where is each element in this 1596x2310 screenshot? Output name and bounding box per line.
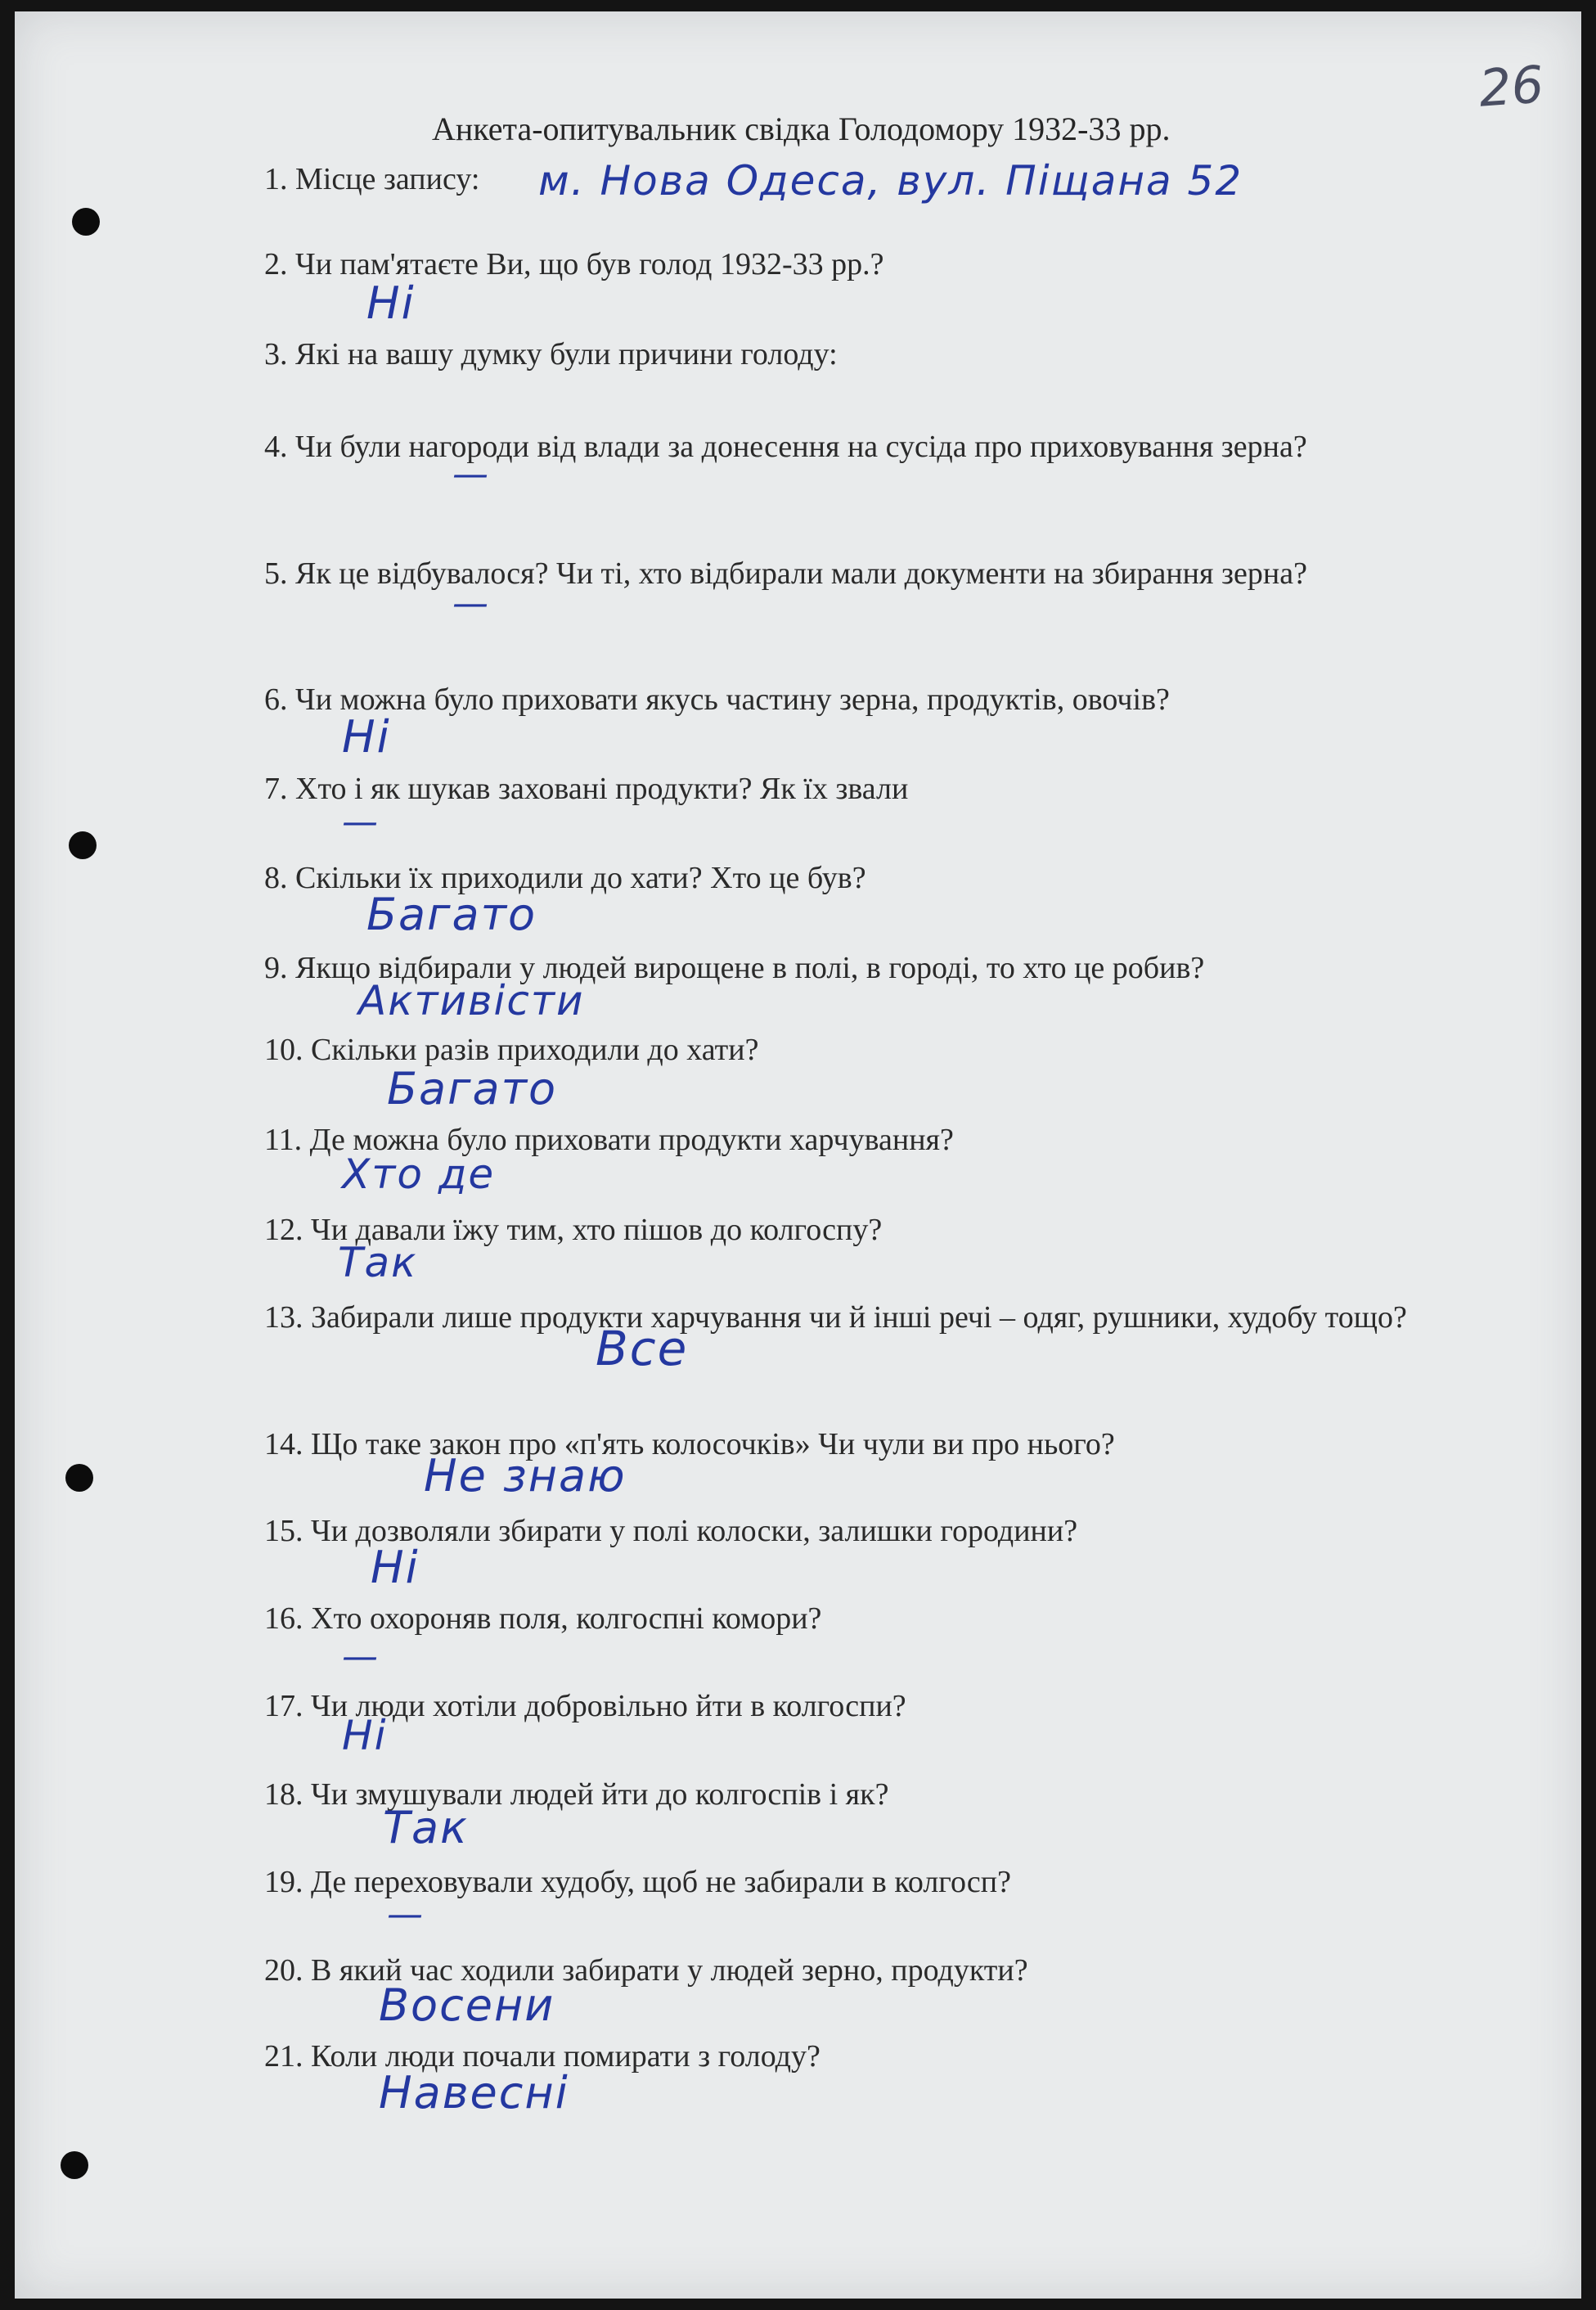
page-number: 26 xyxy=(1477,54,1546,119)
question-number: 3. xyxy=(264,337,288,371)
punch-hole xyxy=(69,831,97,859)
question-text: Чи люди хотіли добровільно йти в колгоспи? xyxy=(311,1689,906,1723)
question-number: 16. xyxy=(264,1601,303,1636)
question-3 xyxy=(264,331,1450,378)
question-number: 15. xyxy=(264,1514,303,1548)
question-12 xyxy=(264,1206,1450,1254)
question-text: Які на вашу думку були причини голоду: xyxy=(295,337,838,371)
question-number: 9. xyxy=(264,951,288,985)
question-number: 10. xyxy=(264,1033,303,1067)
question-number: 1. xyxy=(264,162,288,196)
answer-11: Хто де xyxy=(342,1150,496,1198)
answer-16: — xyxy=(342,1636,380,1677)
question-4 xyxy=(264,423,1450,471)
punch-hole xyxy=(65,1464,93,1492)
answer-7: — xyxy=(342,801,380,843)
answer-20: Восени xyxy=(379,1979,555,2031)
question-number: 21. xyxy=(264,2039,303,2074)
punch-hole xyxy=(61,2151,88,2179)
question-number: 19. xyxy=(264,1865,303,1899)
question-text: Забирали лише продукти харчування чи й інші речі – одяг, рушники, худобу тощо? xyxy=(311,1300,1407,1335)
question-number: 4. xyxy=(264,430,288,464)
question-number: 18. xyxy=(264,1777,303,1812)
question-19 xyxy=(264,1858,1450,1906)
answer-4: — xyxy=(452,453,490,495)
question-text: Де переховували худобу, щоб не забирали в колгосп? xyxy=(311,1865,1011,1899)
question-13 xyxy=(264,1294,1450,1341)
question-text: Як це відбувалося? Чи ті, хто відбирали мали документи на збирання зерна? xyxy=(295,556,1307,591)
answer-15: Ні xyxy=(371,1542,420,1593)
question-number: 20. xyxy=(264,1953,303,1988)
question-number: 13. xyxy=(264,1300,303,1335)
question-text: Що таке закон про «п'ять колосочків» Чи чули ви про нього? xyxy=(311,1427,1115,1461)
question-number: 8. xyxy=(264,861,288,895)
question-6 xyxy=(264,676,1450,723)
answer-18: Так xyxy=(383,1802,469,1853)
question-15 xyxy=(264,1507,1450,1555)
question-text: Чи були нагороди від влади за донесення на сусіда про приховування зерна? xyxy=(295,430,1307,464)
answer-21: Навесні xyxy=(379,2067,569,2119)
question-number: 5. xyxy=(264,556,288,591)
question-number: 14. xyxy=(264,1427,303,1461)
question-7 xyxy=(264,765,1450,813)
punch-hole xyxy=(72,208,100,236)
questionnaire-page xyxy=(15,11,1581,2299)
question-text: Чи можна було приховати якусь частину зерна, продуктів, овочів? xyxy=(295,682,1170,717)
question-text: Чи пам'ятаєте Ви, що був голод 1932-33 рр.? xyxy=(295,247,884,281)
answer-5: — xyxy=(452,583,490,624)
question-number: 11. xyxy=(264,1123,303,1157)
answer-1: м. Нова Одеса, вул. Піщана 52 xyxy=(538,157,1243,205)
answer-14: Не знаю xyxy=(424,1450,627,1502)
question-text: Коли люди почали помирати з голоду? xyxy=(311,2039,820,2074)
answer-6: Ні xyxy=(342,711,391,763)
question-text: В який час ходили забирати у людей зерно, продукти? xyxy=(311,1953,1028,1988)
question-number: 7. xyxy=(264,772,288,806)
question-text: Чи давали їжу тим, хто пішов до колгоспу? xyxy=(311,1213,883,1247)
question-text: Де можна було приховати продукти харчування? xyxy=(309,1123,954,1157)
answer-17: Ні xyxy=(342,1712,388,1759)
question-text: Хто і як шукав заховані продукти? Як їх звали xyxy=(295,772,909,806)
question-number: 12. xyxy=(264,1213,303,1247)
question-text: Чи дозволяли збирати у полі колоски, залишки городини? xyxy=(311,1514,1078,1548)
question-16 xyxy=(264,1595,1450,1642)
answer-13: Все xyxy=(596,1321,689,1376)
question-text: Чи змушували людей йти до колгоспів і як? xyxy=(311,1777,889,1812)
answer-19: — xyxy=(387,1893,425,1935)
answer-10: Багато xyxy=(387,1063,558,1114)
answer-12: Так xyxy=(338,1239,418,1286)
question-number: 17. xyxy=(264,1689,303,1723)
answer-2: Ні xyxy=(366,277,416,329)
question-17 xyxy=(264,1682,1450,1730)
question-text: Місце запису: xyxy=(295,162,480,196)
answer-9: Активісти xyxy=(358,977,585,1024)
question-text: Хто охороняв поля, колгоспні комори? xyxy=(311,1601,822,1636)
question-number: 2. xyxy=(264,247,288,281)
question-text: Скільки разів приходили до хати? xyxy=(311,1033,759,1067)
question-2 xyxy=(264,241,1450,288)
question-text: Якщо відбирали у людей вирощене в полі, в городі, то хто це робив? xyxy=(295,951,1205,985)
answer-8: Багато xyxy=(366,889,537,940)
question-text: Скільки їх приходили до хати? Хто це був? xyxy=(295,861,866,895)
page-title: Анкета-опитувальник свідка Голодомору 1932-33 рр. xyxy=(432,110,1171,147)
question-number: 6. xyxy=(264,682,288,717)
question-5 xyxy=(264,550,1450,597)
